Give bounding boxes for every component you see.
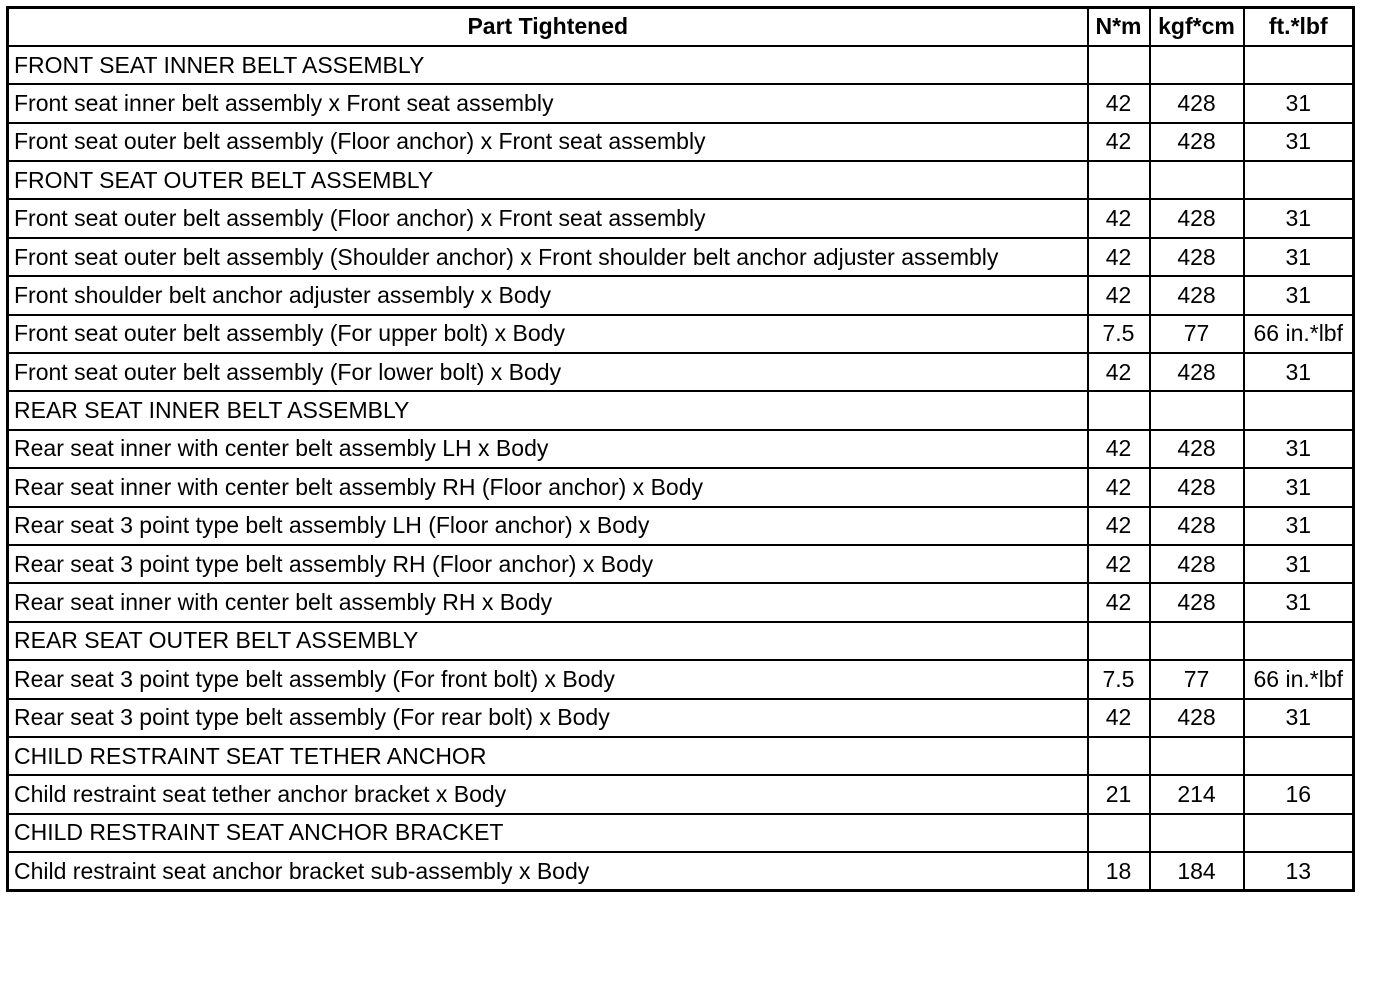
kgf-cm-cell: 428 <box>1150 545 1244 583</box>
nm-cell: 42 <box>1088 430 1150 468</box>
part-cell: Child restraint seat anchor bracket sub-assembly x Body <box>8 852 1088 890</box>
ft-lbf-cell: 31 <box>1244 353 1354 391</box>
kgf-cm-cell: 184 <box>1150 852 1244 890</box>
ft-lbf-cell <box>1244 46 1354 84</box>
nm-cell: 7.5 <box>1088 660 1150 698</box>
table-row <box>8 430 1354 468</box>
section-header-row <box>8 737 1354 775</box>
kgf-cm-cell: 214 <box>1150 775 1244 813</box>
nm-cell <box>1088 622 1150 660</box>
kgf-cm-cell <box>1150 46 1244 84</box>
table-row <box>8 84 1354 122</box>
nm-cell: 7.5 <box>1088 315 1150 353</box>
nm-cell: 42 <box>1088 468 1150 506</box>
table-row <box>8 507 1354 545</box>
part-cell: Rear seat 3 point type belt assembly LH (Floor anchor) x Body <box>8 507 1088 545</box>
kgf-cm-cell: 428 <box>1150 430 1244 468</box>
ft-lbf-cell: 31 <box>1244 238 1354 276</box>
section-header-row <box>8 814 1354 852</box>
ft-lbf-cell: 31 <box>1244 583 1354 621</box>
part-cell: Front seat outer belt assembly (Floor anchor) x Front seat assembly <box>8 199 1088 237</box>
part-cell: CHILD RESTRAINT SEAT ANCHOR BRACKET <box>8 814 1088 852</box>
kgf-cm-cell: 428 <box>1150 238 1244 276</box>
header-newton-meters: N*m <box>1088 8 1150 46</box>
ft-lbf-cell: 31 <box>1244 123 1354 161</box>
kgf-cm-cell: 428 <box>1150 468 1244 506</box>
ft-lbf-cell: 31 <box>1244 507 1354 545</box>
table-body <box>8 46 1354 891</box>
section-header-row <box>8 391 1354 429</box>
table-row <box>8 545 1354 583</box>
nm-cell: 18 <box>1088 852 1150 890</box>
part-cell: Rear seat 3 point type belt assembly RH (Floor anchor) x Body <box>8 545 1088 583</box>
section-header-row <box>8 161 1354 199</box>
table-row <box>8 353 1354 391</box>
nm-cell <box>1088 391 1150 429</box>
table-row <box>8 199 1354 237</box>
table-row <box>8 238 1354 276</box>
nm-cell: 42 <box>1088 199 1150 237</box>
part-cell: Front seat outer belt assembly (Shoulder anchor) x Front shoulder belt anchor adjuster assembly <box>8 238 1088 276</box>
nm-cell: 42 <box>1088 238 1150 276</box>
nm-cell: 42 <box>1088 699 1150 737</box>
kgf-cm-cell <box>1150 161 1244 199</box>
part-cell: REAR SEAT INNER BELT ASSEMBLY <box>8 391 1088 429</box>
ft-lbf-cell: 66 in.*lbf <box>1244 660 1354 698</box>
table-row <box>8 315 1354 353</box>
nm-cell <box>1088 46 1150 84</box>
part-cell: FRONT SEAT OUTER BELT ASSEMBLY <box>8 161 1088 199</box>
section-header-row <box>8 46 1354 84</box>
table-row <box>8 852 1354 890</box>
kgf-cm-cell: 428 <box>1150 84 1244 122</box>
nm-cell: 42 <box>1088 84 1150 122</box>
ft-lbf-cell: 31 <box>1244 545 1354 583</box>
part-cell: Rear seat 3 point type belt assembly (For front bolt) x Body <box>8 660 1088 698</box>
ft-lbf-cell: 31 <box>1244 84 1354 122</box>
part-cell: Front seat outer belt assembly (Floor anchor) x Front seat assembly <box>8 123 1088 161</box>
kgf-cm-cell: 428 <box>1150 276 1244 314</box>
nm-cell <box>1088 737 1150 775</box>
part-cell: Child restraint seat tether anchor bracket x Body <box>8 775 1088 813</box>
kgf-cm-cell <box>1150 737 1244 775</box>
torque-specification-table <box>6 6 1355 892</box>
ft-lbf-cell: 66 in.*lbf <box>1244 315 1354 353</box>
part-cell: REAR SEAT OUTER BELT ASSEMBLY <box>8 622 1088 660</box>
part-cell: Rear seat inner with center belt assembly LH x Body <box>8 430 1088 468</box>
part-cell: Front shoulder belt anchor adjuster assembly x Body <box>8 276 1088 314</box>
ft-lbf-cell: 16 <box>1244 775 1354 813</box>
kgf-cm-cell: 428 <box>1150 199 1244 237</box>
header-ft-lbf: ft.*lbf <box>1244 8 1354 46</box>
table-row <box>8 583 1354 621</box>
ft-lbf-cell <box>1244 622 1354 660</box>
ft-lbf-cell <box>1244 161 1354 199</box>
kgf-cm-cell <box>1150 622 1244 660</box>
table-row <box>8 699 1354 737</box>
table-row <box>8 775 1354 813</box>
ft-lbf-cell: 13 <box>1244 852 1354 890</box>
nm-cell: 42 <box>1088 123 1150 161</box>
nm-cell: 42 <box>1088 545 1150 583</box>
ft-lbf-cell: 31 <box>1244 699 1354 737</box>
kgf-cm-cell <box>1150 391 1244 429</box>
nm-cell <box>1088 161 1150 199</box>
nm-cell: 42 <box>1088 583 1150 621</box>
table-row <box>8 468 1354 506</box>
table-header-row <box>8 8 1354 46</box>
part-cell: FRONT SEAT INNER BELT ASSEMBLY <box>8 46 1088 84</box>
part-cell: CHILD RESTRAINT SEAT TETHER ANCHOR <box>8 737 1088 775</box>
nm-cell: 42 <box>1088 276 1150 314</box>
kgf-cm-cell: 428 <box>1150 507 1244 545</box>
ft-lbf-cell <box>1244 391 1354 429</box>
ft-lbf-cell: 31 <box>1244 199 1354 237</box>
table-row <box>8 123 1354 161</box>
kgf-cm-cell: 428 <box>1150 353 1244 391</box>
part-cell: Rear seat 3 point type belt assembly (For rear bolt) x Body <box>8 699 1088 737</box>
section-header-row <box>8 622 1354 660</box>
kgf-cm-cell: 428 <box>1150 123 1244 161</box>
part-cell: Rear seat inner with center belt assembly RH (Floor anchor) x Body <box>8 468 1088 506</box>
nm-cell: 21 <box>1088 775 1150 813</box>
ft-lbf-cell: 31 <box>1244 468 1354 506</box>
header-kgf-cm: kgf*cm <box>1150 8 1244 46</box>
part-cell: Front seat inner belt assembly x Front seat assembly <box>8 84 1088 122</box>
nm-cell: 42 <box>1088 507 1150 545</box>
table-row <box>8 660 1354 698</box>
table-row <box>8 276 1354 314</box>
part-cell: Front seat outer belt assembly (For upper bolt) x Body <box>8 315 1088 353</box>
kgf-cm-cell: 428 <box>1150 583 1244 621</box>
part-cell: Front seat outer belt assembly (For lower bolt) x Body <box>8 353 1088 391</box>
ft-lbf-cell <box>1244 814 1354 852</box>
header-part-tightened: Part Tightened <box>8 8 1088 46</box>
part-cell: Rear seat inner with center belt assembly RH x Body <box>8 583 1088 621</box>
kgf-cm-cell: 77 <box>1150 660 1244 698</box>
kgf-cm-cell <box>1150 814 1244 852</box>
ft-lbf-cell: 31 <box>1244 430 1354 468</box>
ft-lbf-cell <box>1244 737 1354 775</box>
kgf-cm-cell: 428 <box>1150 699 1244 737</box>
kgf-cm-cell: 77 <box>1150 315 1244 353</box>
ft-lbf-cell: 31 <box>1244 276 1354 314</box>
nm-cell: 42 <box>1088 353 1150 391</box>
nm-cell <box>1088 814 1150 852</box>
